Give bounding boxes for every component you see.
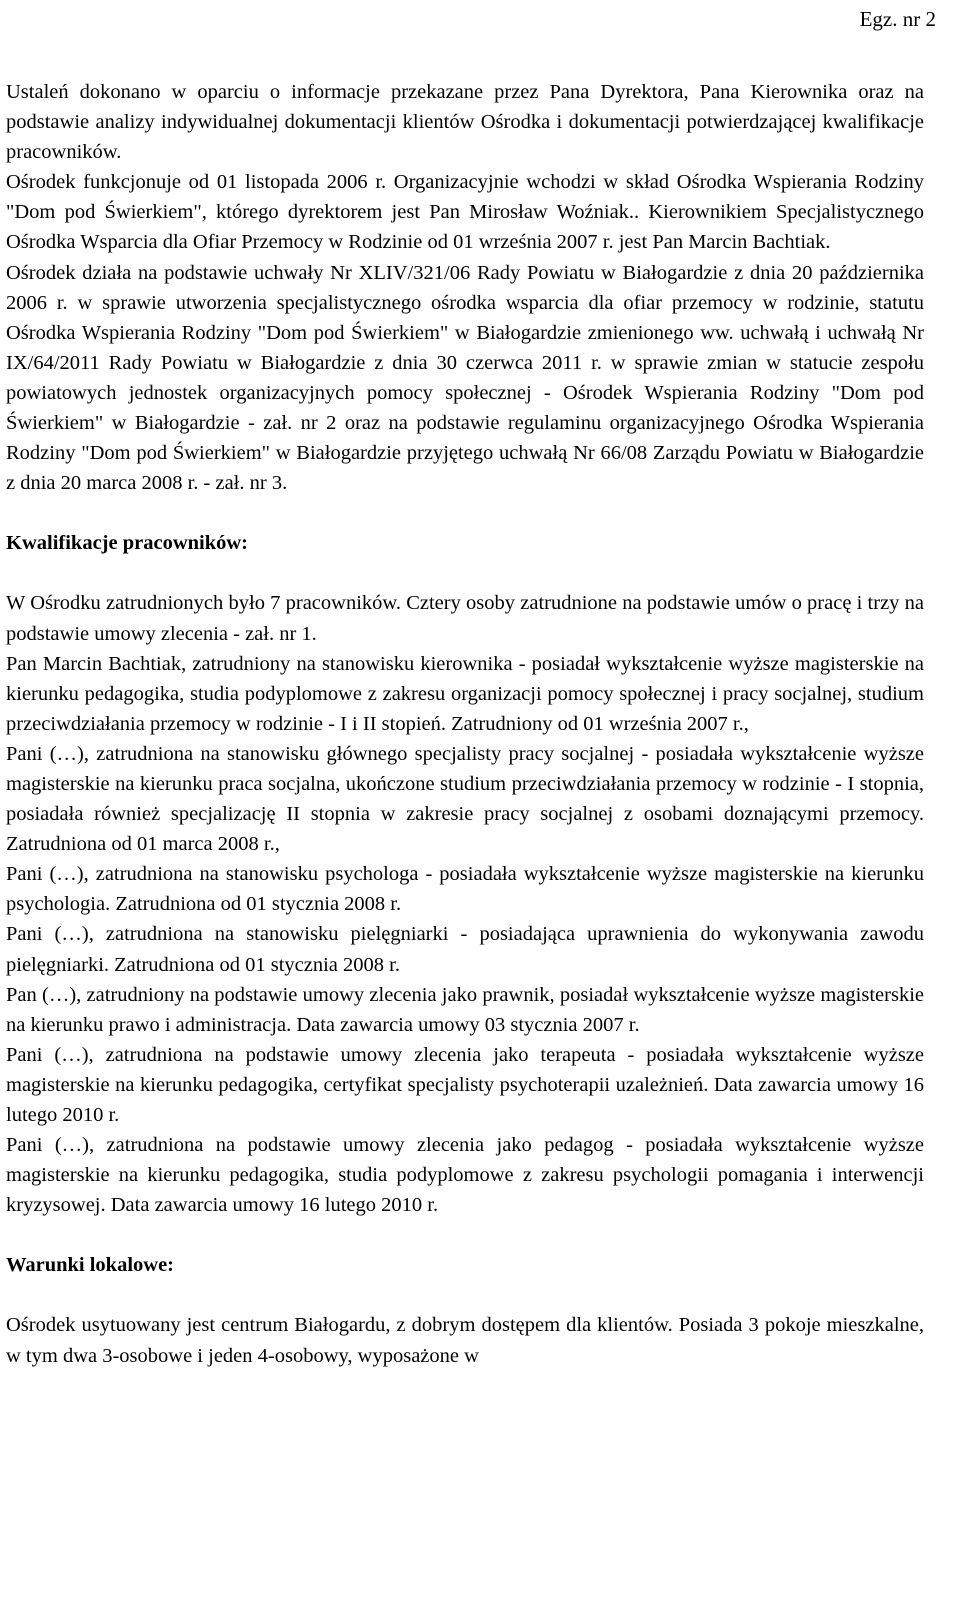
qualifications-paragraph: Pani (…), zatrudniona na stanowisku pielęgniarki - posiadająca uprawnienia do wykonywania zawodu pielęgniarki. Zatrudniona od 01 stycznia 2008 r. <box>6 923 924 976</box>
intro-paragraph: Ustaleń dokonano w oparciu o informacje przekazane przez Pana Dyrektora, Pana Kierownika oraz na podstawie analizy indywidualnej dokumentacji klientów Ośrodka i dokumentacji potwierdzającej kwalifikacje pracowników. <box>6 81 924 164</box>
qualifications-paragraph: W Ośrodku zatrudnionych było 7 pracowników. Cztery osoby zatrudnione na podstawie umów o pracę i trzy na podstawie umowy zlecenia - zał. nr 1. <box>6 592 924 645</box>
qualifications-paragraph: Pani (…), zatrudniona na podstawie umowy zlecenia jako pedagog - posiadała wykształcenie wyższe magisterskie na kierunku pedagogika, studia podyplomowe z zakresu psychologii pomagania i interwencji kryzysowej. Data zawarcia umowy 16 lutego 2010 r. <box>6 1134 924 1217</box>
qualifications-paragraph: Pan Marcin Bachtiak, zatrudniony na stanowisku kierownika - posiadał wykształcenie wyższe magisterskie na kierunku pedagogika, studia podyplomowe z zakresu organizacji pomocy społecznej i pracy socjalnej, studium przeciwdziałania przemocy w rodzinie - I i II stopień. Zatrudniony od 01 września 2007 r., <box>6 652 924 735</box>
intro-paragraph: Ośrodek działa na podstawie uchwały Nr XLIV/321/06 Rady Powiatu w Białogardzie z dnia 20 października 2006 r. w sprawie utworzenia specjalistycznego ośrodka wsparcia dla ofiar przemocy w rodzinie, statutu Ośrodka Wspierania Rodziny "Dom pod Świerkiem" w Białogardzie zmienionego ww. uchwałą i uchwałą Nr IX/64/2011 Rady Powiatu w Białogardzie z dnia 30 czerwca 2011 r. w sprawie zmian w statucie zespołu powiatowych jednostek organizacyjnych pomocy społecznej - Ośrodek Wspierania Rodziny "Dom pod Świerkiem" w Białogardzie - zał. nr 2 oraz na podstawie regulaminu organizacyjnego Ośrodka Wspierania Rodziny "Dom pod Świerkiem" w Białogardzie przyjętego uchwałą Nr 66/08 Zarządu Powiatu w Białogardzie z dnia 20 marca 2008 r. - zał. nr 3. <box>6 261 924 495</box>
copy-number-label: Egz. nr 2 <box>859 7 936 31</box>
premises-heading: Warunki lokalowe: <box>6 1254 175 1277</box>
spacer <box>6 1280 924 1310</box>
qualifications-paragraph: Pan (…), zatrudniony na podstawie umowy zlecenia jako prawnik, posiadał wykształcenie wyższe magisterskie na kierunku prawo i administracja. Data zawarcia umowy 03 stycznia 2007 r. <box>6 983 924 1036</box>
premises-paragraph: Ośrodek usytuowany jest centrum Białogardu, z dobrym dostępem dla klientów. Posiada 3 pokoje mieszkalne, w tym dwa 3-osobowe i jeden 4-osobowy, wyposażone w <box>6 1314 924 1367</box>
qualifications-heading: Kwalifikacje pracowników: <box>6 532 248 555</box>
spacer <box>6 1220 924 1250</box>
qualifications-paragraph: Pani (…), zatrudniona na stanowisku psychologa - posiadała wykształcenie wyższe magisterskie na kierunku psychologia. Zatrudniona od 01 stycznia 2008 r. <box>6 863 924 916</box>
document-body <box>6 77 924 1371</box>
qualifications-paragraph: Pani (…), zatrudniona na podstawie umowy zlecenia jako terapeuta - posiadała wykształcenie wyższe magisterskie na kierunku pedagogika, certyfikat specjalisty psychoterapii uzależnień. Data zawarcia umowy 16 lutego 2010 r. <box>6 1043 924 1126</box>
spacer <box>6 558 924 588</box>
intro-paragraph: Ośrodek funkcjonuje od 01 listopada 2006 r. Organizacyjnie wchodzi w skład Ośrodka Wspierania Rodziny "Dom pod Świerkiem", którego dyrektorem jest Pan Mirosław Woźniak.. Kierownikiem Specjalistycznego Ośrodka Wsparcia dla Ofiar Przemocy w Rodzinie od 01 września 2007 r. jest Pan Marcin Bachtiak. <box>6 171 924 254</box>
spacer <box>6 498 924 528</box>
qualifications-paragraph: Pani (…), zatrudniona na stanowisku głównego specjalisty pracy socjalnej - posiadała wykształcenie wyższe magisterskie na kierunku praca socjalna, ukończone studium przeciwdziałania przemocy w rodzinie - I stopnia, posiadała również specjalizację II stopnia w zakresie pracy socjalnej z osobami doznającymi przemocy. Zatrudniona od 01 marca 2008 r., <box>6 742 924 856</box>
